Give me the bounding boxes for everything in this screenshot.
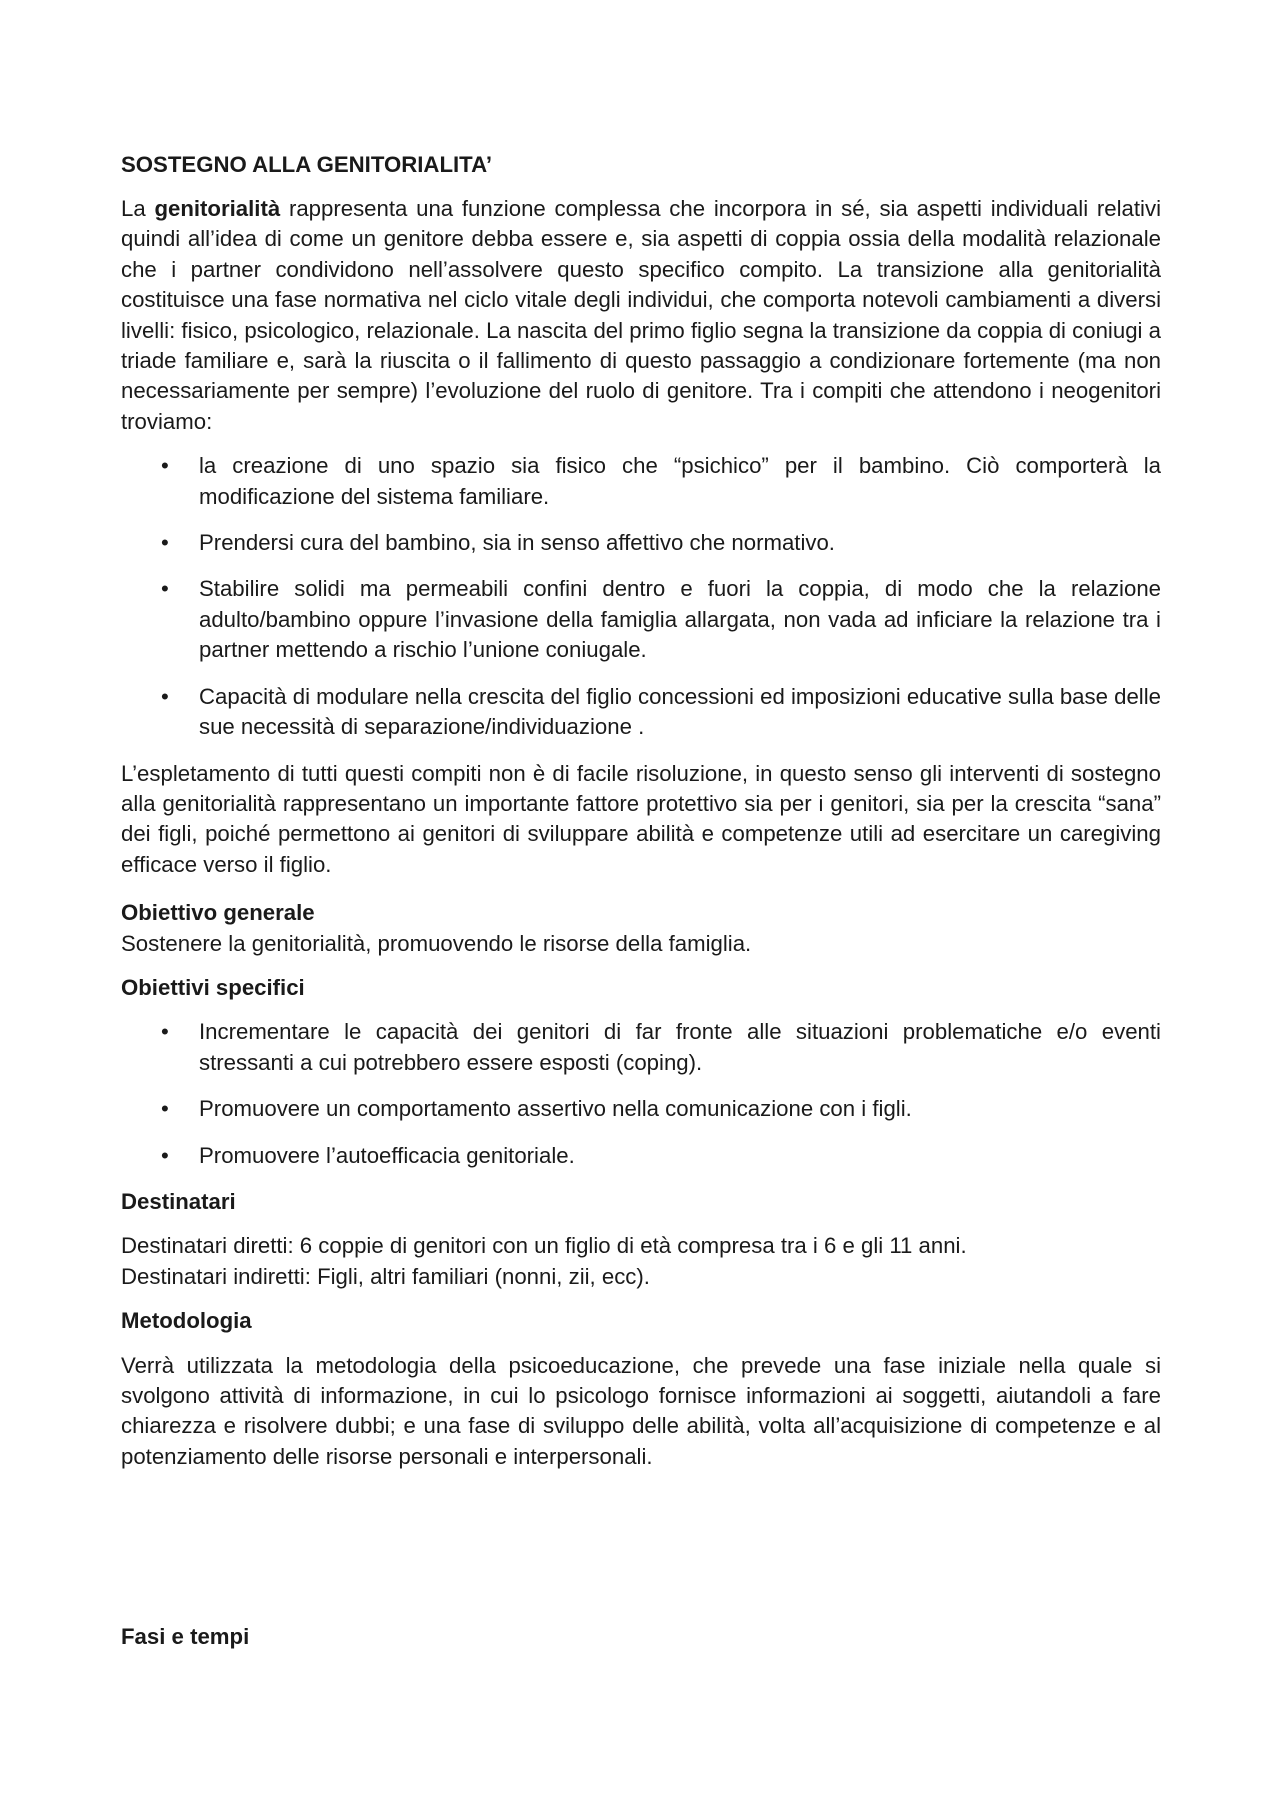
general-objective-heading: Obiettivo generale — [121, 900, 315, 926]
list-item-text: la creazione di uno spazio sia fisico che “psichico” per il bambino. Ciò comporterà la modificazione del sistema familiare. — [199, 453, 1161, 509]
recipients-indirect: Destinatari indiretti: Figli, altri familiari (nonni, zii, ecc). — [121, 1263, 650, 1289]
bullet-icon: • — [161, 683, 169, 709]
bullet-icon: • — [161, 1019, 169, 1045]
list-item-text: Prendersi cura del bambino, sia in senso affettivo che normativo. — [199, 530, 835, 556]
recipients-direct: Destinatari diretti: 6 coppie di genitori con un figlio di età compresa tra i 6 e gli 11 anni. — [121, 1233, 967, 1259]
intro-prefix: La — [121, 196, 155, 221]
conclusion-paragraph: L’espletamento di tutti questi compiti non è di facile risoluzione, in questo senso gli interventi di sostegno alla genitorialità rappresentano un importante fattore protettivo sia per i genitori, sia per la crescita “sana” dei figli, poiché permettono ai genitori di sviluppare abilità e competenze utili ad esercitare un caregiving efficace verso il figlio. — [121, 760, 1161, 877]
general-objective-text: Sostenere la genitorialità, promuovendo le risorse della famiglia. — [121, 930, 752, 956]
specific-objectives-list — [121, 1017, 1161, 1171]
list-item — [121, 574, 1161, 665]
phases-heading: Fasi e tempi — [121, 1624, 250, 1650]
bullet-icon: • — [161, 530, 169, 556]
specific-objectives-heading: Obiettivi specifici — [121, 974, 305, 1000]
bullet-icon: • — [161, 1096, 169, 1122]
list-item — [121, 528, 1161, 558]
list-item-text: Promuovere un comportamento assertivo nella comunicazione con i figli. — [199, 1096, 912, 1122]
list-item-text: Incrementare le capacità dei genitori di far fronte alle situazioni problematiche e/o eventi stressanti a cui potrebbero essere esposti (coping). — [199, 1019, 1161, 1075]
list-item-text: Capacità di modulare nella crescita del figlio concessioni ed imposizioni educative sulla base delle sue necessità di separazione/individuazione . — [199, 683, 1161, 740]
intro-bold-term: genitorialità — [154, 196, 281, 221]
methodology-heading: Metodologia — [121, 1308, 252, 1334]
document-page — [121, 150, 1161, 1653]
bullet-icon: • — [161, 576, 169, 602]
document-title: SOSTEGNO ALLA GENITORIALITA’ — [121, 152, 493, 177]
recipients-heading: Destinatari — [121, 1188, 236, 1214]
intro-paragraph — [121, 194, 1161, 437]
list-item-text: Stabilire solidi ma permeabili confini dentro e fuori la coppia, di modo che la relazione adulto/bambino oppure l’invasione della famiglia allargata, non vada ad inficiare la relazione tra i partner mettendo a rischio l’unione coniugale. — [199, 576, 1161, 663]
bullet-icon: • — [161, 1142, 169, 1168]
list-item — [121, 1017, 1161, 1078]
intro-text: rappresenta una funzione complessa che incorpora in sé, sia aspetti individuali relativi quindi all’idea di come un genitore debba essere e, sia aspetti di coppia ossia della modalità relazionale che i partner condividono nell’assolvere questo specifico compito. La transizione alla genitorialità costituisce una fase normativa nel ciclo vitale degli individui, che comporta notevoli cambiamenti a diversi livelli: fisico, psicologico, relazionale. La nascita del primo figlio segna la transizione da coppia di coniugi a triade familiare e, sarà la riuscita o il fallimento di questo passaggio a condizionare fortemente (ma non necessariamente per sempre) l’evoluzione del ruolo di genitore. Tra i compiti che attendono i neogenitori troviamo: — [121, 196, 1161, 434]
list-item — [121, 1094, 1161, 1124]
list-item — [121, 1141, 1161, 1171]
list-item — [121, 682, 1161, 743]
bullet-icon: • — [161, 453, 169, 479]
methodology-text: Verrà utilizzata la metodologia della psicoeducazione, che prevede una fase iniziale nella quale si svolgono attività di informazione, in cui lo psicologo fornisce informazioni ai soggetti, aiutandoli a fare chiarezza e risolvere dubbi; e una fase di sviluppo delle abilità, volta all’acquisizione di competenze e al potenziamento delle risorse personali e interpersonali. — [121, 1352, 1161, 1469]
list-item — [121, 451, 1161, 512]
list-item-text: Promuovere l’autoefficacia genitoriale. — [199, 1142, 575, 1168]
tasks-list — [121, 451, 1161, 742]
